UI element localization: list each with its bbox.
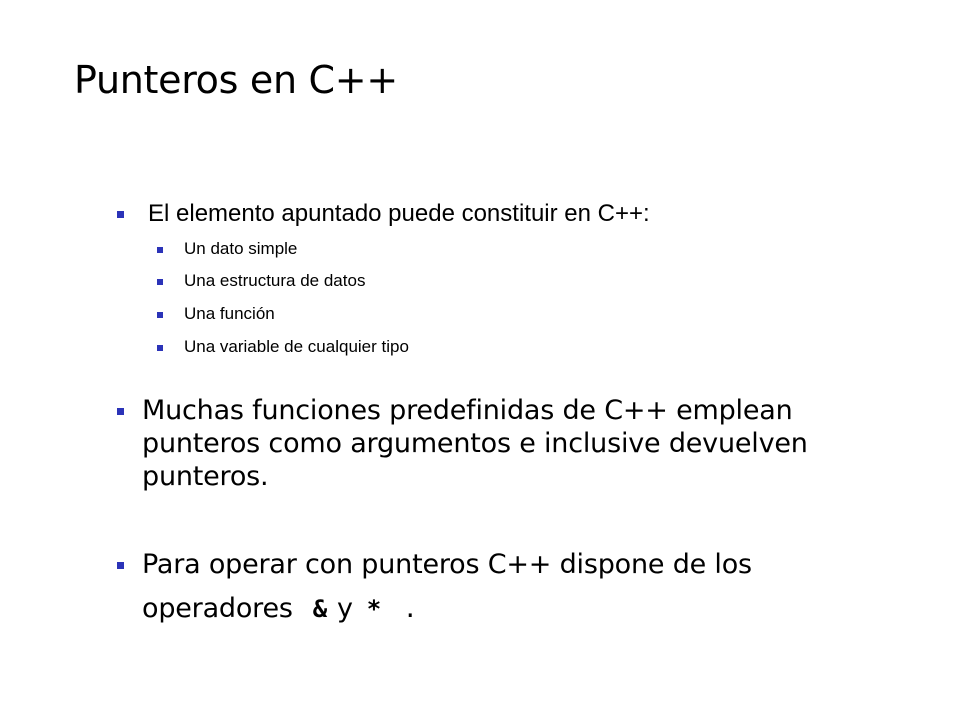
- sub-bullet-square-icon: [157, 247, 163, 253]
- asterisk-operator: *: [366, 595, 382, 623]
- sub-item-1: Un dato simple: [184, 239, 298, 258]
- ampersand-operator: &: [312, 595, 328, 623]
- slide-title: Punteros en C++: [74, 58, 398, 102]
- conjunction: y: [337, 593, 353, 624]
- bullet-square-icon: [117, 562, 124, 569]
- sub-item-3: Una función: [184, 304, 275, 323]
- sub-bullet-square-icon: [157, 279, 163, 285]
- bullet-2-line-3: punteros.: [142, 461, 269, 492]
- bullet-square-icon: [117, 211, 124, 218]
- bullet-2-line-1: Muchas funciones predefinidas de C++ emplean: [142, 395, 793, 426]
- sub-bullet-square-icon: [157, 345, 163, 351]
- bullet-square-icon: [117, 408, 124, 415]
- bullet-2-line-2: punteros como argumentos e inclusive devuelven: [142, 428, 808, 459]
- operators-prefix: operadores: [142, 593, 293, 624]
- bullet-3-line-1: Para operar con punteros C++ dispone de los: [142, 549, 752, 580]
- sub-item-2: Una estructura de datos: [184, 271, 366, 290]
- bullet-3-line-2: [142, 593, 417, 625]
- bullet-1-text: El elemento apuntado puede constituir en C++:: [148, 200, 650, 227]
- sub-bullet-square-icon: [157, 312, 163, 318]
- period: .: [403, 595, 418, 623]
- sub-item-4: Una variable de cualquier tipo: [184, 337, 409, 356]
